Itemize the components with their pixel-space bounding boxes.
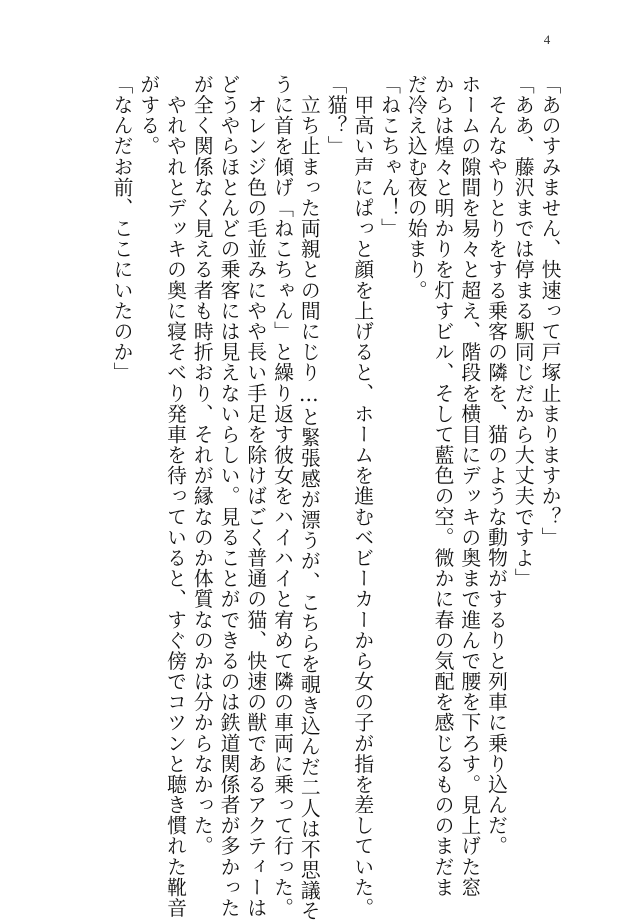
text-line: オレンジ色の毛並みにやや長い手足を除けばごく普通の猫、快速の獣であるアクティーは (243, 74, 267, 919)
text-line: が全く関係なく見える者も時折おり、それが縁なのか体質なのかは分からなかった。 (190, 74, 214, 857)
text-line: 「ねこちゃん！」 (377, 74, 401, 239)
text-line: ホームの隙間を易々と超え、階段を横目にデッキの奥まで進んで腰を下ろす。見上げた窓 (457, 74, 481, 898)
page-number: 4 (543, 32, 551, 47)
text-line: うに首を傾げ「ねこちゃん」と繰り返す彼女をハイハイと宥めて隣の車両に乗って行った。 (270, 74, 294, 919)
text-line: どうやらほとんどの乗客には見えないらしい。見ることができるのは鉄道関係者が多かった (217, 74, 240, 919)
vertical-text-body (110, 74, 561, 921)
text-line: 立ち止まった両親との間にじり…と緊張感が漂うが、こちらを覗き込んだ二人は不思議そ (297, 74, 321, 921)
text-line: がする。 (136, 74, 160, 157)
text-line: だ冷え込む夜の始まり。 (404, 74, 428, 301)
text-line: やれやれとデッキの奥に寝そべり発車を待っていると、すぐ傍でコツンと聴き慣れた靴音 (163, 74, 187, 919)
text-line: からは煌々と明かりを灯すビル、そして藍色の空。微かに春の気配を感じるもののまだま (431, 74, 454, 898)
text-line: 「猫？」 (324, 74, 347, 157)
text-line: 甲高い声にぱっと顔を上げると、ホームを進むベビーカーから女の子が指を差していた。 (350, 74, 374, 919)
text-line: 「ああ、藤沢までは停まる駅同じだから大丈夫ですよ」 (511, 74, 535, 589)
text-line: 「あのすみません、快速って戸塚止まりますか？」 (538, 74, 561, 548)
text-line: 「なんだお前、ここにいたのか」 (110, 74, 133, 383)
text-line: そんなやりとりをする乗客の隣を、猫のような動物がするりと列車に乗り込んだ。 (484, 74, 508, 857)
